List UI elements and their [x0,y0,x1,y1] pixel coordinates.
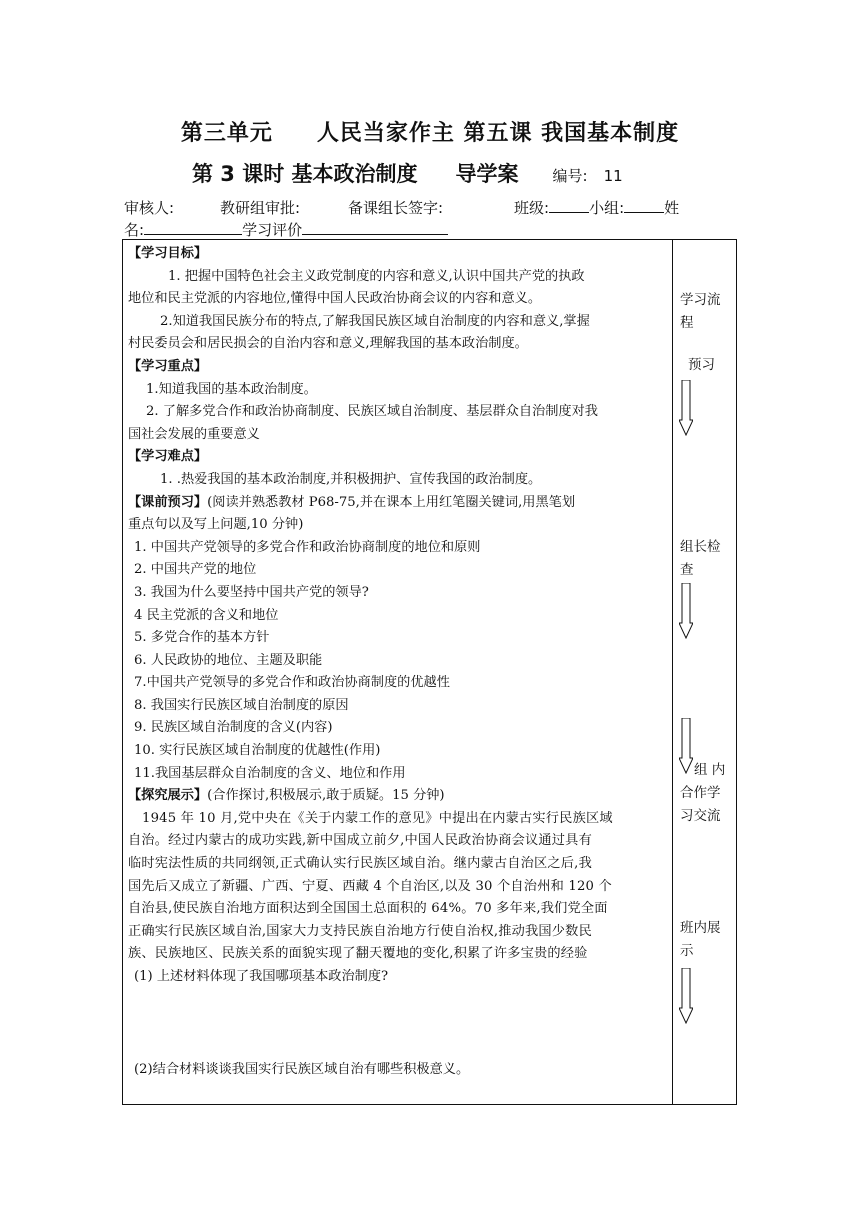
objective-item-1: 1. 把握中国特色社会主义政党制度的内容和意义,认识中国共产党的执政 [168,268,585,284]
subtitle-period: 第 3 课时 基本政治制度 [192,162,418,186]
sidebar-flow [680,289,734,335]
sidebar-preview: 预习 [688,357,715,373]
sidebar-class [680,917,734,963]
sidebar-flow-a: 学习流 [680,292,721,308]
question-2: (2)结合材料谈谈我国实行民族区域自治有哪些积极意义。 [134,1061,470,1077]
answer-space-1[interactable] [128,989,668,1059]
sidebar-class-a: 班内展 [680,920,721,936]
page-title [0,116,860,147]
explore-instruction: (合作探讨,积极展示,敢于质疑。15 分钟) [207,788,445,804]
preview-item: 8. 我国实行民族区域自治制度的原因 [134,697,349,713]
title-unit: 第三单元 [180,121,273,146]
key-point-1: 1.知道我国的基本政治制度。 [146,381,317,397]
main-column [128,243,668,1081]
group-field[interactable] [624,198,664,213]
objective-item-2-cont: 村民委员会和居民损会的自治内容和意义,理解我国的基本政治制度。 [128,336,528,352]
difficulty-item-1: 1. .热爱我国的基本政治制度,并积极拥护、宣传我国的政治制度。 [160,471,542,487]
objective-item-1-cont: 地位和民主党派的内容地位,懂得中国人民政治协商会议的内容和意义。 [128,291,542,307]
code-value: 11 [603,167,623,185]
material-line: 正确实行民族区域自治,国家大力支持民族自治地方行使自治权,推动我国少数民 [128,923,592,939]
evaluation-field[interactable] [302,220,448,235]
sidebar-group-a: 组 内 [694,762,726,778]
subtitle-type: 导学案 [455,162,519,186]
preview-item: 2. 中国共产党的地位 [134,562,257,578]
sidebar-check [680,536,734,582]
preview-item: 10. 实行民族区域自治制度的优越性(作用) [134,743,381,759]
table-divider [672,239,673,1105]
info-line-2 [124,219,736,240]
preview-item: 3. 我国为什么要坚持中国共产党的领导? [134,584,369,600]
key-point-2: 2. 了解多党合作和政治协商制度、民族区域自治制度、基层群众自治制度对我 [146,404,598,420]
sidebar-group-b: 合作学 [680,785,721,801]
material-line: 自治县,使民族自治地方面积达到全国国土总面积的 64%。70 多年来,我们党全面 [128,901,608,917]
objectives-heading: 【学习目标】 [128,246,208,261]
sidebar-check-b: 查 [680,562,694,578]
leader-sign-label: 备课组长签字: [348,199,444,217]
code-label: 编号: [552,167,588,185]
group-label: 小组: [589,199,625,217]
down-arrow-icon [679,583,693,639]
page-subtitle [192,158,623,188]
preview-item: 7.中国共产党领导的多党合作和政治协商制度的优越性 [134,675,450,691]
material-line: 临时宪法性质的共同纲领,正式确认实行民族区域自治。继内蒙古自治区之后,我 [128,856,592,872]
group-approval-label: 教研组审批: [220,199,301,217]
material-line: 自治。经过内蒙古的成功实践,新中国成立前夕,中国人民政治协商会议通过具有 [128,833,592,849]
name-label-a: 姓 [664,199,680,217]
preview-item: 1. 中国共产党领导的多党合作和政治协商制度的地位和原则 [134,539,481,555]
preview-block [128,492,668,515]
preview-instruction: (阅读并熟悉教材 P68-75,并在课本上用红笔圈关键词,用黑笔划 [207,494,576,510]
material-line: 1945 年 10 月,党中央在《关于内蒙工作的意见》中提出在内蒙古实行民族区域 [142,810,613,826]
preview-item: 6. 人民政协的地位、主题及职能 [134,652,323,668]
material-line: 族、民族地区、民族关系的面貌实现了翻天覆地的变化,积累了许多宝贵的经验 [128,946,588,962]
preview-item: 9. 民族区域自治制度的含义(内容) [134,720,333,736]
evaluation-label: 学习评价 [242,221,303,239]
preview-instruction-cont: 重点句以及写上问题,10 分钟) [128,517,304,533]
sidebar-class-b: 示 [680,943,694,959]
material-line: 国先后又成立了新疆、广西、宁夏、西藏 4 个自治区,以及 30 个自治州和 120 个 [128,878,612,894]
preview-item: 4 民主党派的含义和地位 [134,607,279,623]
difficulties-heading: 【学习难点】 [128,449,208,465]
reviewer-label: 审核人: [124,199,175,217]
title-lesson: 人民当家作主 第五课 我国基本制度 [316,121,680,146]
sidebar-group-c: 习交流 [680,808,721,824]
sidebar-check-a: 组长检 [680,539,721,555]
preview-item: 11.我国基层群众自治制度的含义、地位和作用 [134,765,406,781]
down-arrow-icon [679,380,693,436]
sidebar-group [680,759,734,828]
class-field[interactable] [549,198,589,213]
down-arrow-icon [679,968,693,1024]
info-line-1 [124,197,736,218]
name-field[interactable] [144,220,242,235]
preview-heading: 【课前预习】 [128,494,208,510]
name-label-b: 名: [124,221,145,239]
key-points-heading: 【学习重点】 [128,358,208,374]
objective-item-2: 2.知道我国民族分布的特点,了解我国民族区域自治制度的内容和意义,掌握 [160,313,590,329]
preview-item: 5. 多党合作的基本方针 [134,630,270,646]
question-1: (1) 上述材料体现了我国哪项基本政治制度? [134,969,389,984]
explore-heading: 【探究展示】 [128,788,208,804]
explore-block [128,785,668,808]
sidebar-flow-b: 程 [680,315,694,331]
class-label: 班级: [514,199,550,217]
key-point-2-cont: 国社会发展的重要意义 [128,426,260,442]
